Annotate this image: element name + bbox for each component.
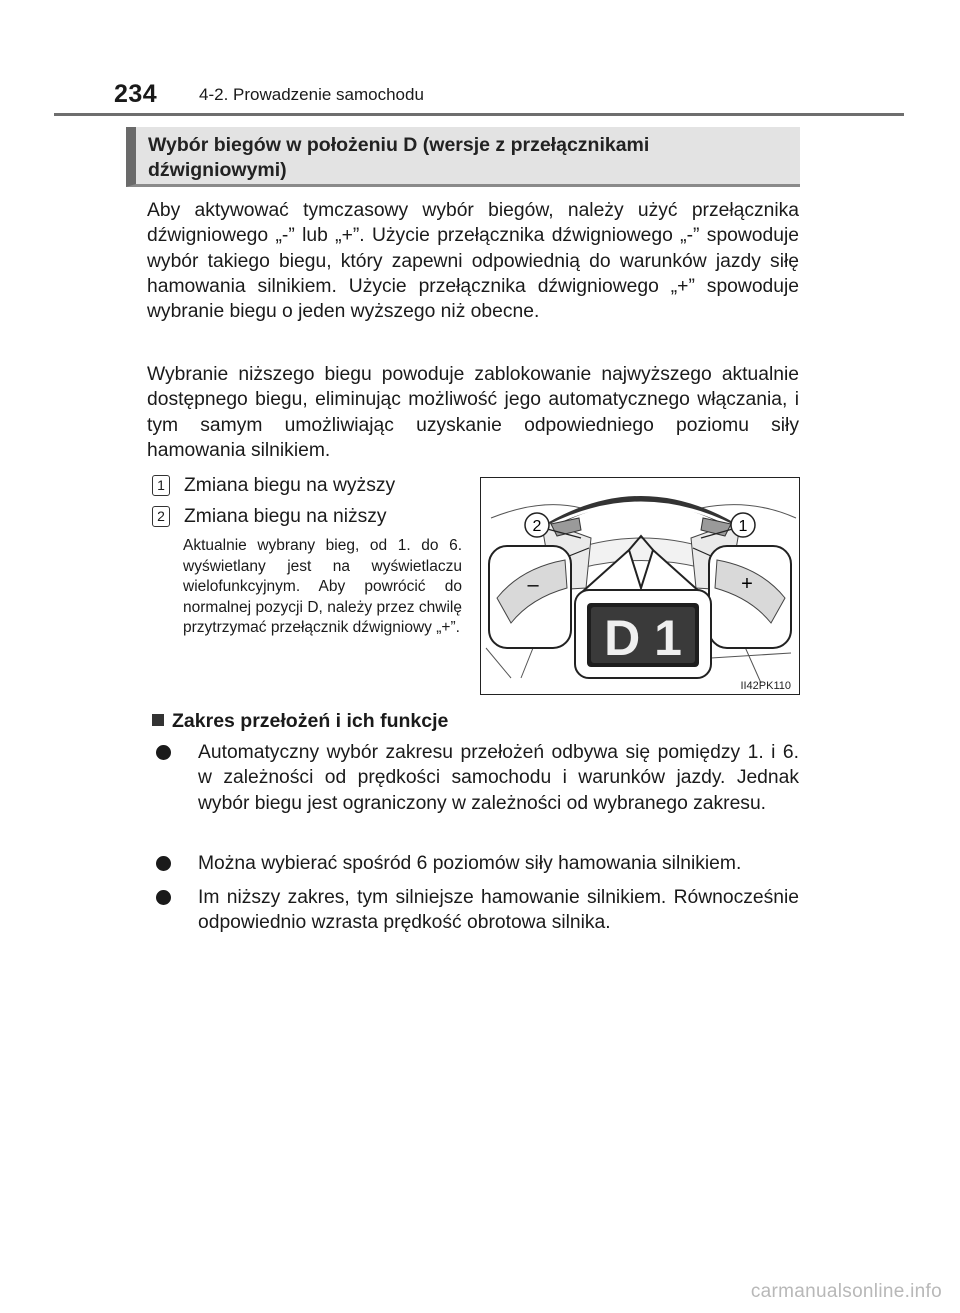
paragraph-1: Aby aktywować tymczasowy wybór biegów, należy użyć przełącznika dźwigniowego „-” lub „+”. Użycie przełącznika dźwigniowego „-” spowoduje wybór takiego biegu, który zapewni odpowiednią do warunków jazdy siłę hamowania silnikiem. Użycie przełącznika dźwigniowego „+” spowoduje wybranie biegu o jeden wyższego niż obecne. — [147, 200, 799, 323]
bullet-item-2-text: Można wybierać spośród 6 poziomów siły hamowania silnikiem. — [198, 853, 742, 874]
bullet-dot-icon — [156, 745, 171, 760]
bullet-item-3 — [198, 885, 799, 936]
callout-2 — [525, 513, 549, 537]
step-2-badge: 2 — [152, 506, 170, 527]
watermark: carmanualsonline.info — [750, 1281, 942, 1302]
callout-2-label: 2 — [532, 518, 542, 535]
bullet-dot-icon — [156, 890, 171, 905]
gear-display-text: D 1 — [604, 610, 682, 666]
step-2-label: Zmiana biegu na niższy — [184, 506, 387, 527]
page-number: 234 — [114, 80, 158, 108]
bullet-item-1 — [198, 740, 799, 816]
plus-paddle-label: + — [741, 573, 753, 595]
paddle-shift-figure — [480, 477, 800, 695]
figure-code: II42PK110 — [740, 680, 791, 692]
callout-1-label: 1 — [738, 518, 748, 535]
step-1-badge: 1 — [152, 475, 170, 496]
bullet-dot-icon — [156, 856, 171, 871]
bullet-item-1-text: Automatyczny wybór zakresu przełożeń odbywa się pomiędzy 1. i 6. w zależności od prędkości samochodu i warunków jazdy. Jednak wybór biegu jest ograniczony w zależności od wybranego zakresu. — [198, 742, 799, 814]
page-header — [114, 80, 904, 110]
note-text: Aktualnie wybrany bieg, od 1. do 6. wyświetlany jest na wyświetlaczu wielofunkcyjnym. Aby powrócić do normalnej pozycji D, należy przez chwilę przytrzymać przełącznik dźwigniowy „+”. — [183, 537, 462, 636]
section-title-box — [126, 127, 800, 187]
subheading — [152, 708, 448, 734]
paragraph-2: Wybranie niższego biegu powoduje zablokowanie najwyższego aktualnie dostępnego biegu, eliminując możliwość jego automatycznego włączania, i tym samym umożliwiając uzyskanie odpowiedniego poziomu siły hamowania silnikiem. — [147, 364, 799, 461]
step-1-label: Zmiana biegu na wyższy — [184, 475, 396, 496]
callout-1 — [731, 513, 755, 537]
square-bullet-icon — [152, 714, 164, 726]
subheading-text: Zakres przełożeń i ich funkcje — [172, 710, 449, 732]
bullet-item-2 — [198, 851, 799, 876]
minus-paddle-label: – — [527, 574, 539, 596]
steering-wheel-illustration — [481, 478, 800, 695]
section-reference: 4-2. Prowadzenie samochodu — [199, 85, 424, 104]
bullet-item-3-text: Im niższy zakres, tym silniejsze hamowanie silnikiem. Równocześnie odpowiednio wzrasta prędkość obrotowa silnika. — [198, 887, 799, 934]
header-rule — [54, 113, 904, 116]
section-title: Wybór biegów w położeniu D (wersje z przełącznikami dźwigniowymi) — [148, 134, 650, 181]
